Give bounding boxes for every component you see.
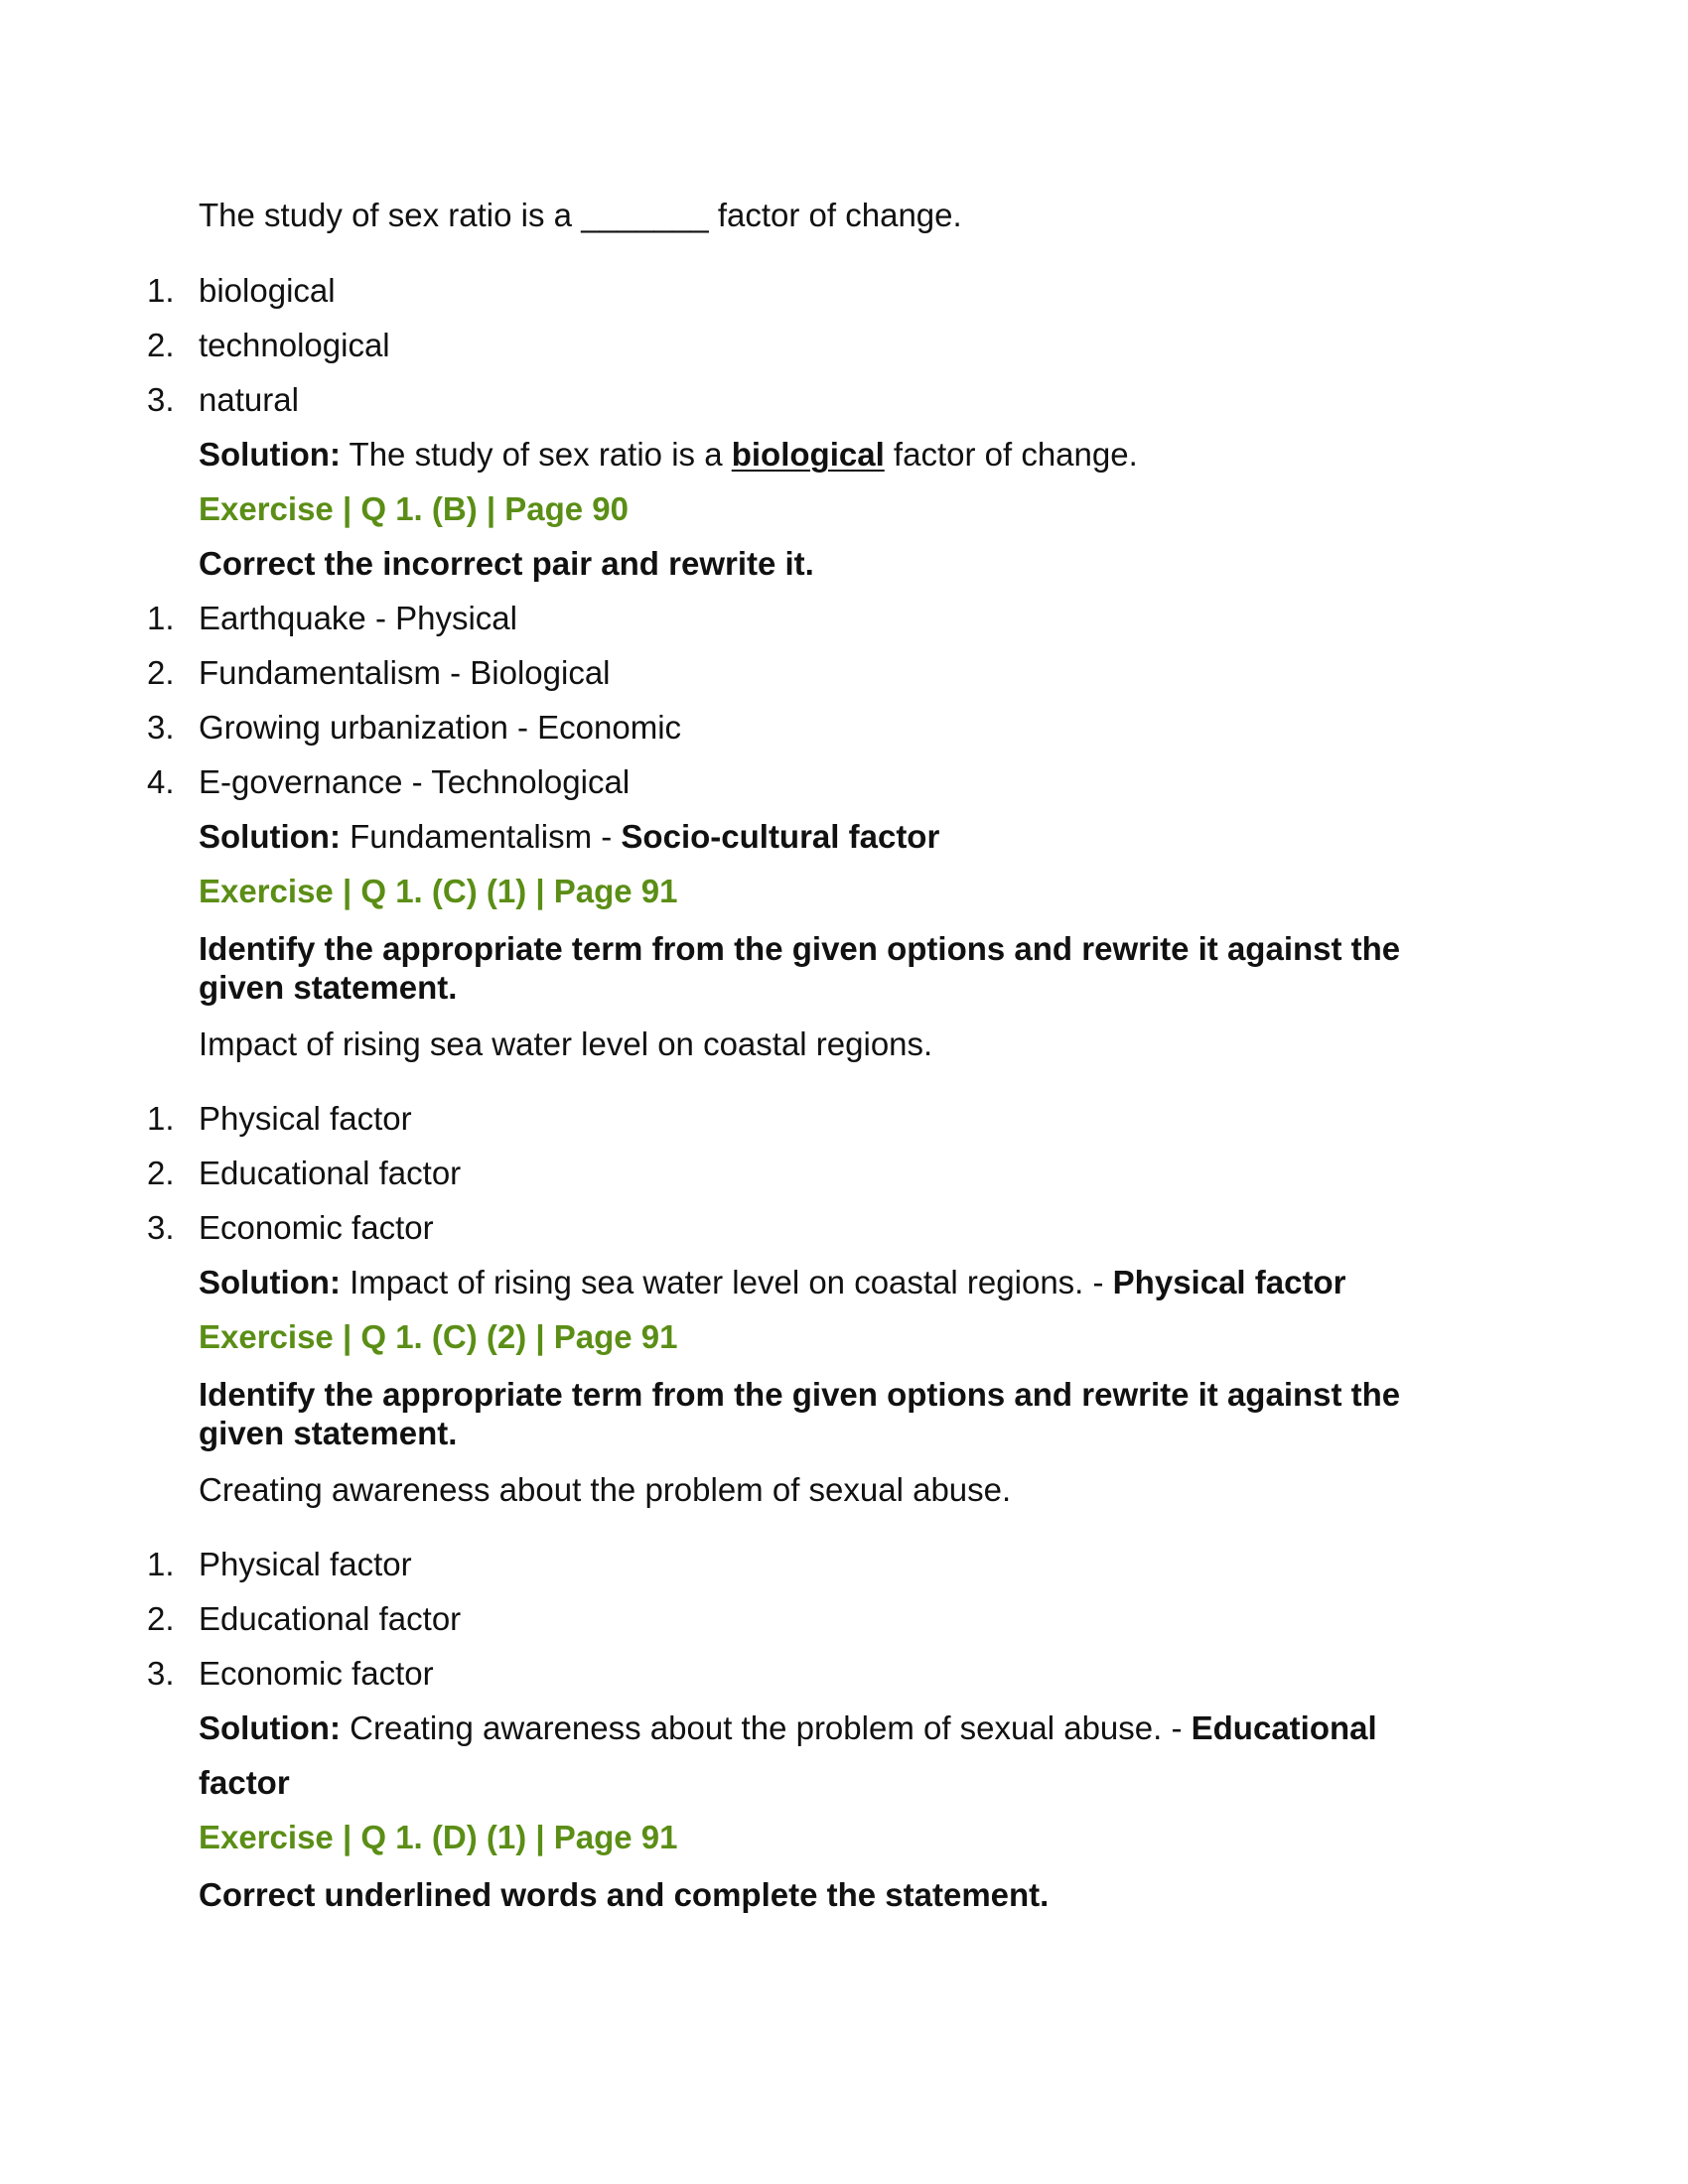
q4-option-number: 3.: [147, 1655, 175, 1692]
q1-option-number: 1.: [147, 272, 175, 309]
q2-option-number: 1.: [147, 600, 175, 636]
q3-option: Educational factor: [199, 1155, 462, 1191]
solution-label: Solution:: [199, 1709, 341, 1746]
solution-label: Solution:: [199, 1264, 341, 1300]
q2-solution-text: Fundamentalism -: [350, 818, 613, 855]
q1-option: technological: [199, 327, 390, 363]
q2-option-number: 3.: [147, 709, 175, 746]
q1-solution-text-after: factor of change.: [893, 436, 1138, 473]
q4-option: Economic factor: [199, 1655, 434, 1692]
q3-option: Physical factor: [199, 1100, 412, 1137]
q2-reference: Exercise | Q 1. (B) | Page 90: [199, 490, 630, 527]
q4-option: Physical factor: [199, 1546, 412, 1582]
q2-instruction: Correct the incorrect pair and rewrite it.: [199, 545, 814, 582]
q1-option-number: 3.: [147, 381, 175, 418]
q3-instruction: Identify the appropriate term from the given options and rewrite it against the given statement.: [199, 930, 1401, 1006]
q1-option-number: 2.: [147, 327, 175, 363]
q4-solution: [199, 1709, 1377, 1747]
q4-option: Educational factor: [199, 1600, 462, 1637]
q2-option: E-governance - Technological: [199, 763, 631, 800]
q4-instruction: Identify the appropriate term from the given options and rewrite it against the given statement.: [199, 1376, 1401, 1451]
q3-solution: [199, 1264, 1345, 1301]
q5-instruction: Correct underlined words and complete the statement.: [199, 1876, 1050, 1913]
q3-option-number: 3.: [147, 1209, 175, 1246]
q4-statement: Creating awareness about the problem of sexual abuse.: [199, 1471, 1012, 1508]
q1-statement-after: factor of change.: [717, 197, 962, 233]
q4-reference: Exercise | Q 1. (C) (2) | Page 91: [199, 1318, 678, 1355]
q1-statement-before: The study of sex ratio is a: [199, 197, 573, 233]
q3-statement: Impact of rising sea water level on coastal regions.: [199, 1025, 933, 1062]
q4-solution-text: Creating awareness about the problem of sexual abuse. -: [350, 1709, 1183, 1746]
q4-solution-answer-continued: factor: [199, 1764, 290, 1801]
q1-solution-text: The study of sex ratio is a: [349, 436, 723, 473]
q3-option: Economic factor: [199, 1209, 434, 1246]
q1-statement: [199, 197, 962, 234]
q2-option: Fundamentalism - Biological: [199, 654, 611, 691]
q1-option: biological: [199, 272, 336, 309]
q2-option: Growing urbanization - Economic: [199, 709, 682, 746]
q4-option-number: 1.: [147, 1546, 175, 1582]
q4-solution-answer: Educational: [1191, 1709, 1377, 1746]
q5-reference: Exercise | Q 1. (D) (1) | Page 91: [199, 1819, 678, 1855]
solution-label: Solution:: [199, 436, 341, 473]
q3-option-number: 2.: [147, 1155, 175, 1191]
q3-solution-answer: Physical factor: [1112, 1264, 1346, 1300]
solution-label: Solution:: [199, 818, 341, 855]
q2-option-number: 4.: [147, 763, 175, 800]
q2-solution-answer: Socio-cultural factor: [621, 818, 940, 855]
q2-option-number: 2.: [147, 654, 175, 691]
q1-blank: _______: [581, 197, 709, 233]
q4-option-number: 2.: [147, 1600, 175, 1637]
q3-option-number: 1.: [147, 1100, 175, 1137]
q1-option: natural: [199, 381, 299, 418]
q3-reference: Exercise | Q 1. (C) (1) | Page 91: [199, 873, 678, 909]
q1-solution: [199, 436, 1138, 474]
q3-solution-text: Impact of rising sea water level on coastal regions. -: [350, 1264, 1104, 1300]
q1-solution-answer: biological: [731, 436, 885, 473]
q2-option: Earthquake - Physical: [199, 600, 517, 636]
q2-solution: [199, 818, 939, 856]
